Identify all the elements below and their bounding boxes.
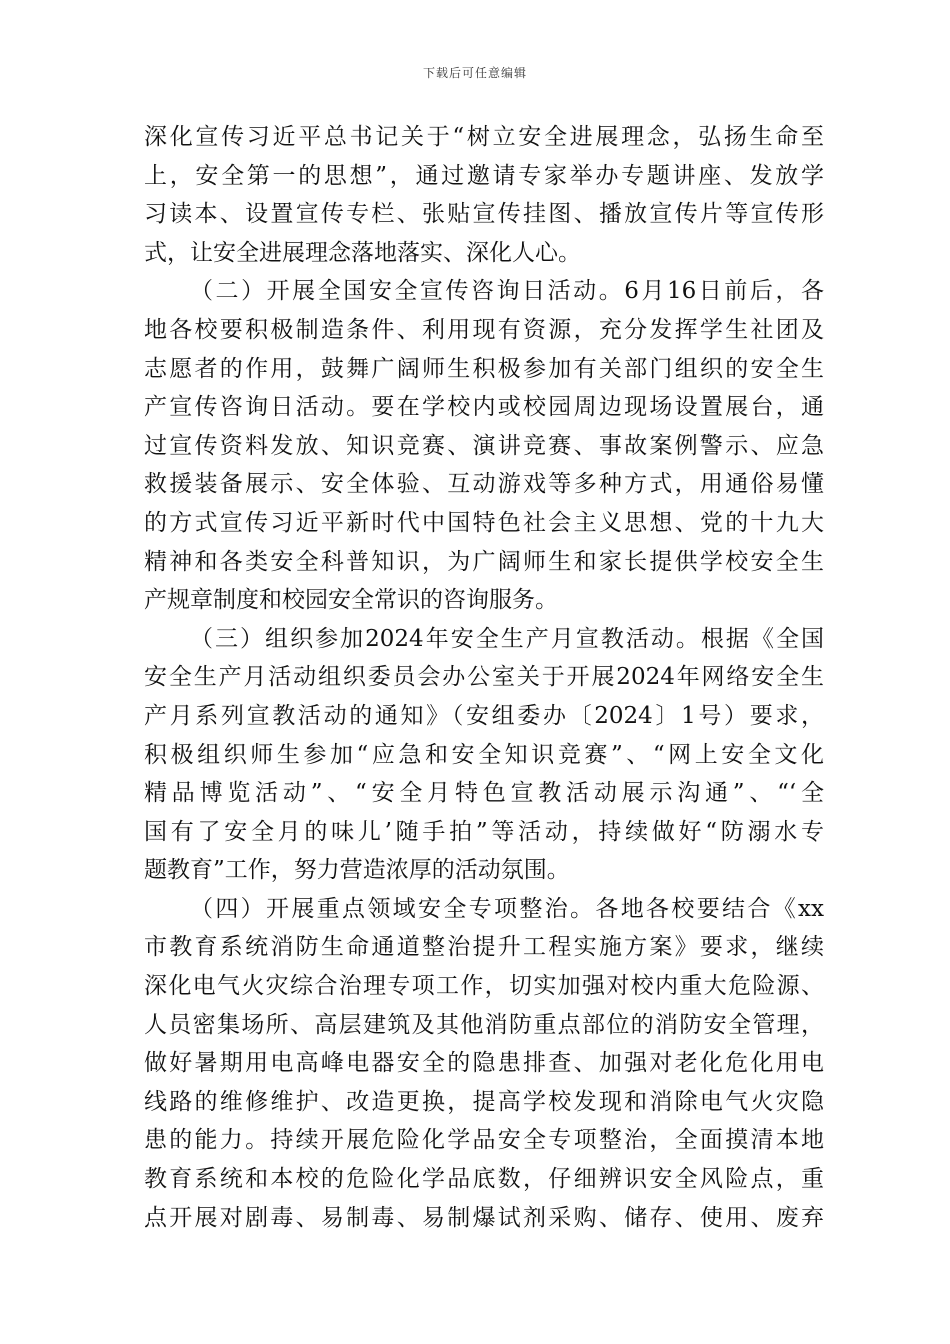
paragraph-line: 精品博览活动”、“安全月特色宣教活动展示沟通”、“‘全: [144, 780, 824, 807]
paragraph-line: 习读本、设置宣传专栏、张贴宣传挂图、播放宣传片等宣传形: [144, 201, 824, 228]
paragraph-line: 国有了安全月的味儿’随手拍”等活动，持续做好“防溺水专: [144, 818, 824, 845]
paragraph-line: 救援装备展示、安全体验、互动游戏等多种方式，用通俗易懂: [144, 471, 824, 498]
page-header-note: 下载后可任意编辑: [422, 66, 527, 80]
paragraph-line: 产规章制度和校园安全常识的咨询服务。: [144, 587, 558, 614]
paragraph-line: （四）开展重点领域安全专项整治。各地各校要结合《xx: [190, 895, 824, 922]
paragraph-line: 地各校要积极制造条件、利用现有资源，充分发挥学生社团及: [144, 316, 824, 343]
paragraph-line: 深化宣传习近平总书记关于“树立安全进展理念，弘扬生命至: [144, 124, 824, 150]
paragraph-line: 式，让安全进展理念落地落实、深化人心。: [144, 239, 581, 266]
paragraph-line: 志愿者的作用，鼓舞广阔师生积极参加有关部门组织的安全生: [144, 355, 824, 382]
paragraph-line: 人员密集场所、高层建筑及其他消防重点部位的消防安全管理，: [144, 1011, 824, 1038]
paragraph-line: 的方式宣传习近平新时代中国特色社会主义思想、党的十九大: [144, 509, 824, 536]
paragraph-line: 题教育”工作，努力营造浓厚的活动氛围。: [144, 857, 570, 884]
paragraph-line: 积极组织师生参加“应急和安全知识竞赛”、“网上安全文化: [144, 741, 824, 768]
paragraph-line: 上，安全第一的思想”，通过邀请专家举办专题讲座、发放学: [144, 162, 824, 189]
paragraph-line: 点开展对剧毒、易制毒、易制爆试剂采购、储存、使用、废弃: [144, 1204, 824, 1231]
paragraph-line: 市教育系统消防生命通道整治提升工程实施方案》要求，继续: [144, 934, 824, 961]
paragraph-line: 患的能力。持续开展危险化学品安全专项整治，全面摸清本地: [144, 1127, 824, 1154]
document-body: [144, 118, 824, 1237]
paragraph-line: 精神和各类安全科普知识，为广阔师生和家长提供学校安全生: [144, 548, 824, 575]
paragraph-line: 深化电气火灾综合治理专项工作，切实加强对校内重大危险源、: [144, 973, 824, 1000]
paragraph-line: 线路的维修维护、改造更换，提高学校发现和消除电气火灾隐: [144, 1088, 824, 1115]
paragraph-line: 教育系统和本校的危险化学品底数，仔细辨识安全风险点，重: [144, 1166, 824, 1193]
paragraph-line: （三）组织参加2024年安全生产月宣教活动。根据《全国: [190, 625, 824, 652]
paragraph-line: 过宣传资料发放、知识竞赛、演讲竞赛、事故案例警示、应急: [144, 432, 824, 459]
paragraph-line: 产月系列宣教活动的通知》（安组委办〔2024〕1号）要求，: [144, 702, 824, 729]
paragraph-line: 产宣传咨询日活动。要在学校内或校园周边现场设置展台，通: [144, 394, 824, 421]
paragraph-line: 安全生产月活动组织委员会办公室关于开展2024年网络安全生: [144, 664, 824, 691]
paragraph-line: （二）开展全国安全宣传咨询日活动。6月16日前后，各: [190, 278, 824, 305]
paragraph-line: 做好暑期用电高峰电器安全的隐患排查、加强对老化危化用电: [144, 1050, 824, 1077]
